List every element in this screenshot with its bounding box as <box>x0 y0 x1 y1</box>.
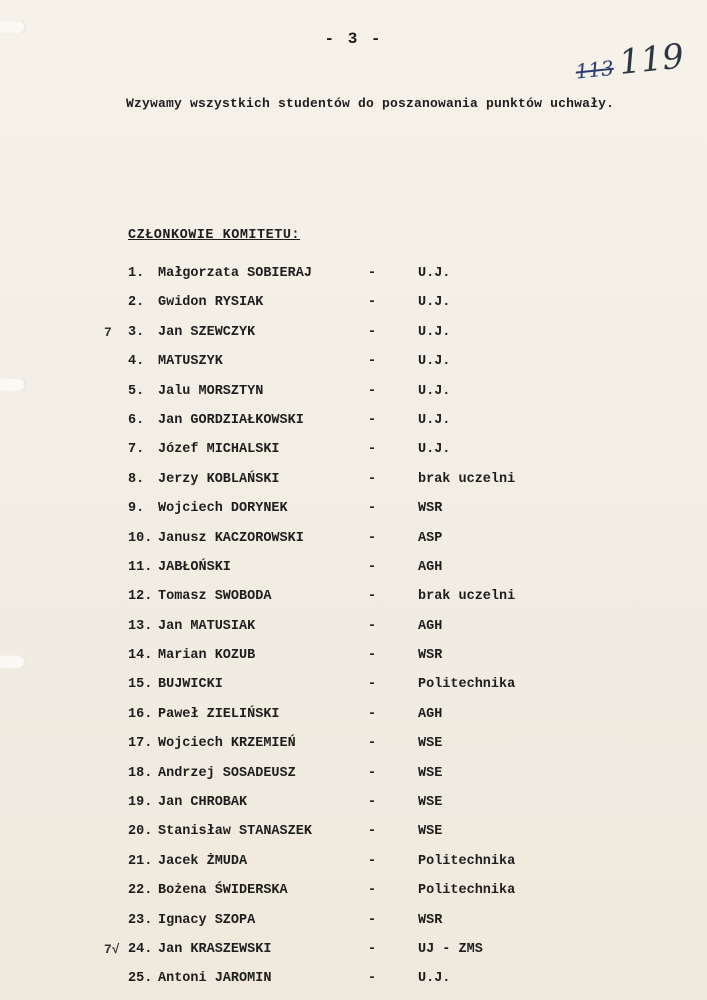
member-row <box>0 528 707 557</box>
member-school: U.J. <box>418 295 451 311</box>
member-school: U.J. <box>418 354 451 370</box>
member-dash: - <box>368 912 377 928</box>
member-number: 3. <box>128 324 145 340</box>
member-number: 14. <box>128 648 153 664</box>
member-number: 10. <box>128 530 153 546</box>
member-school: UJ - ZMS <box>418 941 483 957</box>
member-row <box>0 322 707 351</box>
member-number: 22. <box>128 883 153 899</box>
member-name: Antoni JAROMIN <box>158 971 272 987</box>
member-row <box>0 439 707 468</box>
member-school: ASP <box>418 530 443 546</box>
member-dash: - <box>368 883 377 899</box>
member-name: Ignacy SZOPA <box>158 912 256 928</box>
member-number: 21. <box>128 853 153 869</box>
member-dash: - <box>368 324 377 340</box>
member-dash: - <box>368 706 377 722</box>
member-school: WSE <box>418 736 443 752</box>
member-row <box>0 792 707 821</box>
member-row <box>0 498 707 527</box>
member-school: WSE <box>418 765 443 781</box>
member-dash: - <box>368 471 377 487</box>
member-dash: - <box>368 971 377 987</box>
member-name: JABŁOŃSKI <box>158 559 231 575</box>
member-name: Józef MICHALSKI <box>158 442 280 458</box>
member-number: 13. <box>128 618 153 634</box>
member-school: Politechnika <box>418 677 516 693</box>
member-number: 8. <box>128 471 145 487</box>
member-dash: - <box>368 618 377 634</box>
member-row <box>0 733 707 762</box>
member-name: MATUSZYK <box>158 354 223 370</box>
member-number: 24. <box>128 941 153 957</box>
member-row <box>0 645 707 674</box>
member-number: 2. <box>128 295 145 311</box>
member-number: 15. <box>128 677 153 693</box>
member-row <box>0 469 707 498</box>
member-dash: - <box>368 648 377 664</box>
member-number: 23. <box>128 912 153 928</box>
member-row <box>0 674 707 703</box>
member-dash: - <box>368 530 377 546</box>
member-school: Politechnika <box>418 883 516 899</box>
member-dash: - <box>368 941 377 957</box>
member-name: Paweł ZIELIŃSKI <box>158 706 280 722</box>
member-dash: - <box>368 412 377 428</box>
member-name: Marian KOZUB <box>158 648 256 664</box>
member-row <box>0 292 707 321</box>
page-number: - 3 - <box>324 30 383 48</box>
member-row <box>0 880 707 909</box>
member-school: AGH <box>418 559 443 575</box>
member-dash: - <box>368 559 377 575</box>
member-name: Wojciech KRZEMIEŃ <box>158 736 296 752</box>
member-number: 17. <box>128 736 153 752</box>
member-dash: - <box>368 266 377 281</box>
member-school: U.J. <box>418 971 451 987</box>
member-row <box>0 351 707 380</box>
member-row <box>0 704 707 733</box>
member-dash: - <box>368 736 377 752</box>
member-dash: - <box>368 795 377 811</box>
member-name: Andrzej SOSADEUSZ <box>158 765 296 781</box>
member-school: U.J. <box>418 383 451 399</box>
member-row <box>0 263 707 292</box>
member-dash: - <box>368 824 377 840</box>
member-school: WSR <box>418 648 443 664</box>
member-row <box>0 910 707 939</box>
member-list <box>0 263 707 998</box>
member-dash: - <box>368 501 377 517</box>
member-name: Jerzy KOBLAŃSKI <box>158 471 280 487</box>
member-row <box>0 410 707 439</box>
member-number: 20. <box>128 824 153 840</box>
member-row <box>0 616 707 645</box>
member-school: WSE <box>418 795 443 811</box>
member-dash: - <box>368 295 377 311</box>
member-row <box>0 381 707 410</box>
member-number: 4. <box>128 354 145 370</box>
member-row <box>0 586 707 615</box>
member-school: brak uczelni <box>418 471 516 487</box>
member-school: WSR <box>418 501 443 517</box>
member-school: U.J. <box>418 266 451 281</box>
member-number: 25. <box>128 971 153 987</box>
member-dash: - <box>368 677 377 693</box>
member-number: 11. <box>128 559 153 575</box>
archive-mark-current: 119 <box>617 36 686 83</box>
member-name: Jacek ŻMUDA <box>158 853 248 869</box>
member-row <box>0 851 707 880</box>
member-school: U.J. <box>418 442 451 458</box>
member-name: Janusz KACZOROWSKI <box>158 530 304 546</box>
member-number: 19. <box>128 795 153 811</box>
member-dash: - <box>368 383 377 399</box>
member-school: U.J. <box>418 412 451 428</box>
member-number: 1. <box>128 266 145 281</box>
member-row <box>0 939 707 968</box>
member-row <box>0 557 707 586</box>
member-school: brak uczelni <box>418 589 516 605</box>
member-number: 18. <box>128 765 153 781</box>
member-number: 9. <box>128 501 145 517</box>
member-dash: - <box>368 589 377 605</box>
member-row <box>0 968 707 997</box>
member-school: AGH <box>418 618 443 634</box>
member-dash: - <box>368 354 377 370</box>
member-name: Jan GORDZIAŁKOWSKI <box>158 412 304 428</box>
appeal-text: Wzywamy wszystkich studentów do poszanowania punktów uchwały. <box>126 96 615 111</box>
member-school: WSR <box>418 912 443 928</box>
member-school: AGH <box>418 706 443 722</box>
margin-annotation: 7√ <box>104 941 120 957</box>
member-number: 7. <box>128 442 145 458</box>
member-name: Tomasz SWOBODA <box>158 589 272 605</box>
member-name: Jan CHROBAK <box>158 795 248 811</box>
member-row <box>0 763 707 792</box>
member-name: Wojciech DORYNEK <box>158 501 288 517</box>
member-name: BUJWICKI <box>158 677 223 693</box>
member-number: 5. <box>128 383 145 399</box>
member-name: Gwidon RYSIAK <box>158 295 264 311</box>
member-row <box>0 821 707 850</box>
member-dash: - <box>368 765 377 781</box>
member-dash: - <box>368 853 377 869</box>
member-school: Politechnika <box>418 853 516 869</box>
member-name: Stanisław STANASZEK <box>158 824 312 840</box>
member-name: Małgorzata SOBIERAJ <box>158 266 312 281</box>
members-heading: CZŁONKOWIE KOMITETU: <box>128 228 301 243</box>
member-school: U.J. <box>418 324 451 340</box>
member-number: 6. <box>128 412 145 428</box>
member-name: Jan SZEWCZYK <box>158 324 256 340</box>
member-name: Bożena ŚWIDERSKA <box>158 883 288 899</box>
archive-mark-struck: 113 <box>574 55 615 84</box>
member-name: Jalu MORSZTYN <box>158 383 264 399</box>
member-number: 16. <box>128 706 153 722</box>
member-name: Jan MATUSIAK <box>158 618 256 634</box>
margin-annotation: 7 <box>104 324 112 340</box>
member-name: Jan KRASZEWSKI <box>158 941 272 957</box>
member-dash: - <box>368 442 377 458</box>
member-school: WSE <box>418 824 443 840</box>
member-number: 12. <box>128 589 153 605</box>
